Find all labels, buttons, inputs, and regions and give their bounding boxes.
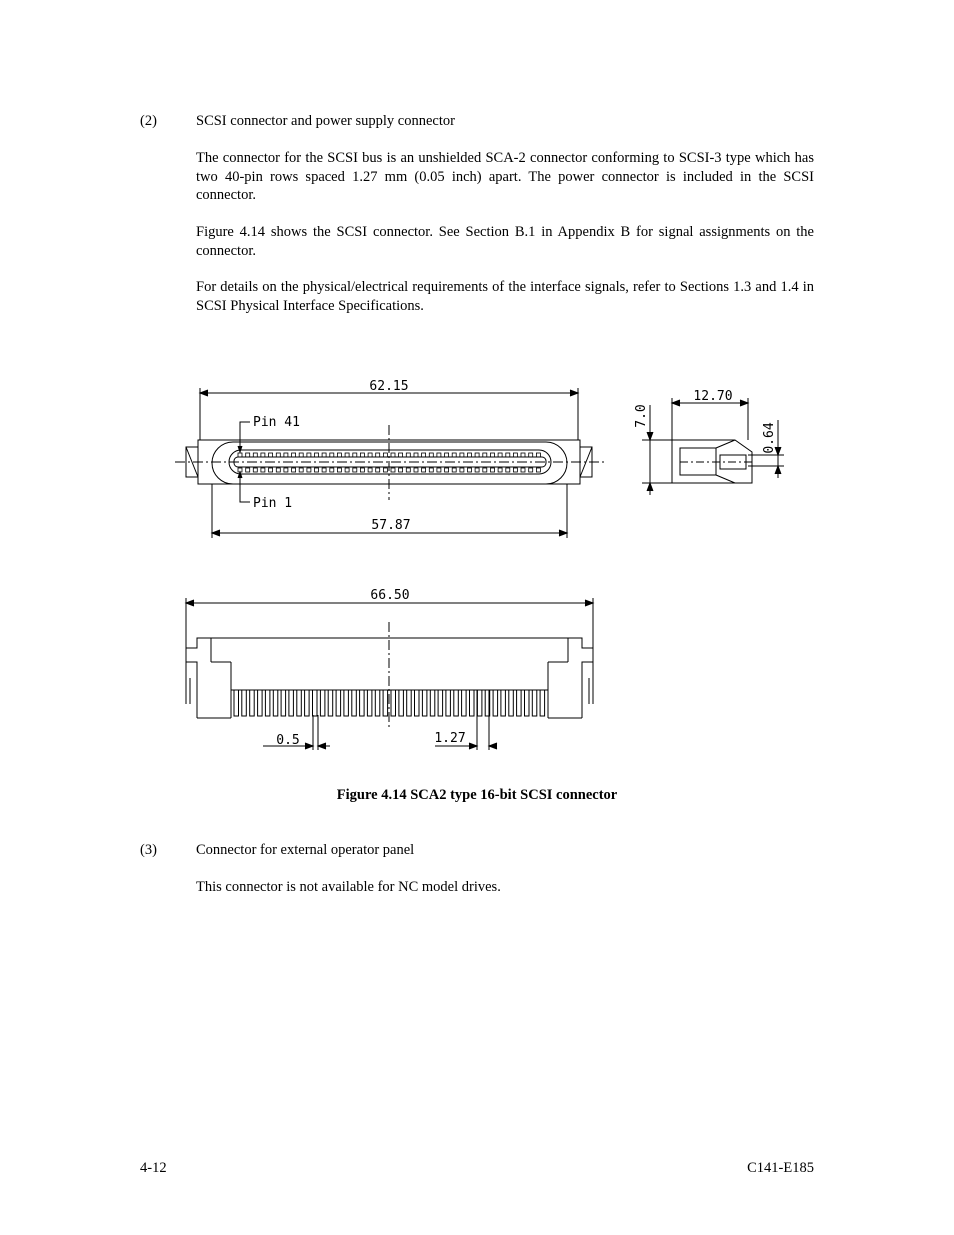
contact-pad — [315, 453, 319, 457]
dim-0-64-label: 0.64 — [762, 422, 777, 454]
contact-pad — [529, 453, 533, 457]
contact-pad — [445, 453, 449, 457]
contact-pad — [437, 468, 441, 472]
connector-pin — [367, 690, 372, 716]
contact-pad — [399, 468, 403, 472]
contact-pad — [491, 468, 495, 472]
contact-pad — [246, 453, 250, 457]
dim-66-50-label: 66.50 — [370, 588, 410, 603]
contact-pad — [498, 453, 502, 457]
contact-pad — [521, 468, 525, 472]
contact-pad — [299, 468, 303, 472]
connector-pin — [305, 690, 310, 716]
dim-12-70-label: 12.70 — [693, 389, 733, 404]
contact-pad — [536, 453, 540, 457]
contact-pad — [253, 453, 257, 457]
section-3-heading: Connector for external operator panel — [196, 842, 415, 858]
section-2-paragraph-1: The connector for the SCSI bus is an unshielded SCA-2 connector conforming to SCSI-3 type which has two 40-pin rows spaced 1.27 mm (0.05 inch) apart. The power connector is included in the SCSI connector. — [196, 150, 814, 203]
page-number: 4-12 — [140, 1160, 167, 1176]
contact-pad — [437, 453, 441, 457]
contact-pad — [483, 468, 487, 472]
connector-pin — [360, 690, 365, 716]
connector-pin — [328, 690, 333, 716]
connector-pin — [281, 690, 286, 716]
contact-pad — [337, 468, 341, 472]
contact-pad — [307, 453, 311, 457]
contact-pad — [330, 453, 334, 457]
pin-1-label: Pin 1 — [253, 496, 293, 511]
connector-pin — [509, 690, 514, 716]
connector-pin — [234, 690, 239, 716]
connector-pin — [250, 690, 255, 716]
contact-pad — [460, 468, 464, 472]
connector-pin — [501, 690, 506, 716]
contact-pad — [360, 468, 364, 472]
connector-pin — [383, 690, 388, 716]
connector-pin — [438, 690, 443, 716]
connector-pin — [273, 690, 278, 716]
connector-pin — [477, 690, 482, 716]
section-2-paragraph-3: For details on the physical/electrical requirements of the interface signals, refer to Sections 1.3 and 1.4 in SCSI Physical Interface Specifications. — [196, 279, 814, 314]
contact-pad — [322, 468, 326, 472]
connector-pin — [540, 690, 545, 716]
connector-pin — [289, 690, 294, 716]
dim-62-15-label: 62.15 — [369, 379, 409, 394]
connector-pin — [407, 690, 412, 716]
contact-pad — [353, 453, 357, 457]
document-id: C141-E185 — [747, 1160, 814, 1176]
dim-57-87-label: 57.87 — [371, 518, 411, 533]
contact-pad — [452, 453, 456, 457]
connector-pin — [336, 690, 341, 716]
figure-caption: Figure 4.14 SCA2 type 16-bit SCSI connector — [336, 787, 618, 803]
dim-0-5-label: 0.5 — [276, 733, 300, 748]
contact-pad — [238, 453, 242, 457]
contact-pad — [475, 468, 479, 472]
connector-pin — [265, 690, 270, 716]
contact-pad — [353, 468, 357, 472]
connector-pin — [297, 690, 302, 716]
contact-pad — [399, 453, 403, 457]
contact-pad — [506, 468, 510, 472]
contact-pad — [422, 468, 426, 472]
contact-pad — [406, 453, 410, 457]
contact-pad — [376, 453, 380, 457]
contact-pad — [253, 468, 257, 472]
contact-pad — [429, 468, 433, 472]
contact-pad — [261, 453, 265, 457]
contact-pad — [284, 468, 288, 472]
contact-pad — [414, 453, 418, 457]
connector-pin — [313, 690, 318, 716]
contact-pad — [299, 453, 303, 457]
contact-pad — [498, 468, 502, 472]
connector-pin — [532, 690, 537, 716]
contact-pad — [368, 453, 372, 457]
section-3-paragraph: This connector is not available for NC model drives. — [196, 879, 501, 895]
contact-pad — [337, 453, 341, 457]
contact-pad — [475, 453, 479, 457]
section-2-heading: SCSI connector and power supply connector — [196, 113, 455, 129]
contact-pad — [292, 468, 296, 472]
contact-pad — [383, 453, 387, 457]
contact-pad — [468, 453, 472, 457]
contact-pad — [445, 468, 449, 472]
connector-pin — [454, 690, 459, 716]
contact-pad — [513, 468, 517, 472]
contact-pad — [422, 453, 426, 457]
section-3-number: (3) — [140, 842, 157, 858]
contact-pad — [315, 468, 319, 472]
contact-pad — [483, 453, 487, 457]
contact-pad — [322, 453, 326, 457]
contact-pad — [330, 468, 334, 472]
contact-pad — [521, 453, 525, 457]
contact-pad — [406, 468, 410, 472]
contact-pad — [368, 468, 372, 472]
contact-pad — [292, 453, 296, 457]
connector-pin — [462, 690, 467, 716]
contact-pad — [468, 468, 472, 472]
contact-pad — [360, 453, 364, 457]
dim-7-0-label: 7.0 — [634, 404, 649, 428]
connector-pin — [517, 690, 522, 716]
section-2-paragraph-2: Figure 4.14 shows the SCSI connector. See Section B.1 in Appendix B for signal assignments on the connector. — [196, 224, 814, 259]
connector-pin — [391, 690, 396, 716]
contact-pad — [429, 453, 433, 457]
contact-pad — [513, 453, 517, 457]
connector-pin — [430, 690, 435, 716]
contact-pad — [391, 453, 395, 457]
connector-pin — [258, 690, 263, 716]
connector-pin — [415, 690, 420, 716]
connector-pin — [375, 690, 380, 716]
contact-pad — [506, 453, 510, 457]
contact-pad — [491, 453, 495, 457]
contact-pad — [383, 468, 387, 472]
contact-pad — [307, 468, 311, 472]
connector-pin — [242, 690, 247, 716]
connector-pin — [320, 690, 325, 716]
connector-pin — [399, 690, 404, 716]
contact-pad — [376, 468, 380, 472]
contact-pad — [452, 468, 456, 472]
pin-41-label: Pin 41 — [253, 415, 300, 430]
connector-pin — [344, 690, 349, 716]
contact-pad — [345, 468, 349, 472]
dim-1-27-label: 1.27 — [434, 731, 466, 746]
contact-pad — [276, 453, 280, 457]
contact-pad — [284, 453, 288, 457]
contact-pad — [414, 468, 418, 472]
contact-pad — [269, 468, 273, 472]
connector-pin — [525, 690, 530, 716]
section-2-number: (2) — [140, 113, 157, 129]
connector-pin — [352, 690, 357, 716]
contact-pad — [460, 453, 464, 457]
connector-pin — [493, 690, 498, 716]
contact-pad — [276, 468, 280, 472]
contact-pad — [261, 468, 265, 472]
contact-pad — [536, 468, 540, 472]
contact-pad — [529, 468, 533, 472]
contact-pad — [246, 468, 250, 472]
connector-pin — [470, 690, 475, 716]
contact-pad — [269, 453, 273, 457]
connector-pin — [446, 690, 451, 716]
contact-pad — [345, 453, 349, 457]
connector-pin — [422, 690, 427, 716]
contact-pad — [391, 468, 395, 472]
